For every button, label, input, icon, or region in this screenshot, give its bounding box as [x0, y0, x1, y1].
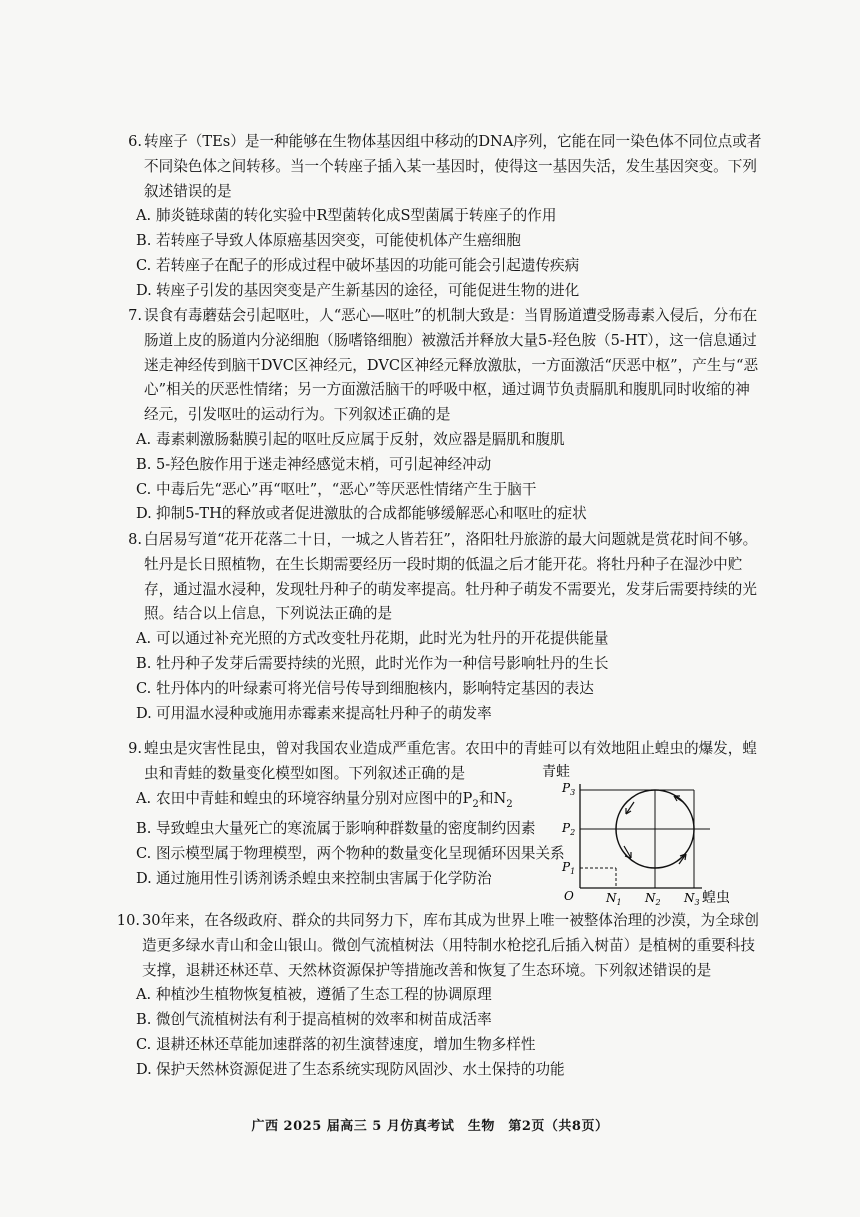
question-6 [122, 130, 762, 304]
predator-prey-cycle-diagram [536, 762, 730, 907]
tick-n2: $N_2$ [645, 891, 661, 907]
option-d: D. 保护天然林资源促进了生态系统实现防风固沙、水土保持的功能 [136, 1060, 565, 1078]
option-d: D. 抑制5-TH的释放或者促进激肽的合成都能够缓解恶心和呕吐的症状 [136, 505, 587, 523]
tick-p2: $P_2$ [562, 821, 576, 837]
option-a: A. 可以通过补充光照的方式改变牡丹花期，此时光为牡丹的开花提供能量 [136, 630, 609, 648]
x-axis-label: 蝗虫 [702, 890, 730, 906]
option-c: C. 牡丹体内的叶绿素可将光信号传导到细胞核内，影响特定基因的表达 [136, 679, 594, 697]
option-a: A. 肺炎链球菌的转化实验中R型菌转化成S型菌属于转座子的作用 [136, 207, 557, 225]
option-b: B. 牡丹种子发芽后需要持续的光照，此时光作为一种信号影响牡丹的生长 [136, 654, 609, 672]
option-d: D. 转座子引发的基因突变是产生新基因的途径，可能促进生物的进化 [136, 281, 580, 299]
question-stem: 30年来，在各级政府、群众的共同努力下，库布其成为世界上唯一被整体治理的沙漠，为全球创造更多绿水青山和金山银山。微创气流植树法（用特制水枪挖孔后插入树苗）是植树的重要科技支撑，退耕还林还草、天然林资源保护等措施改善和恢复了生态环境。下列叙述错误的是 [142, 912, 759, 979]
option-a: A. 种植沙生植物恢复植被，遵循了生态工程的协调原理 [136, 986, 492, 1004]
question-stem: 转座子（TEs）是一种能够在生物体基因组中移动的DNA序列，它能在同一染色体不同位点或者不同染色体之间转移。当一个转座子插入某一基因时，使得这一基因失活，发生基因突变。下列叙述错误的是 [144, 133, 762, 200]
option-a: A. 农田中青蛙和蝗虫的环境容纳量分别对应图中的$P_2$和$N_2$ [136, 789, 513, 810]
question-number: 10. [116, 912, 140, 929]
tick-n1: $N_1$ [606, 891, 622, 907]
question-10 [116, 909, 762, 1083]
option-a: A. 毒素刺激肠黏膜引起的呕吐反应属于反射，效应器是膈肌和腹肌 [136, 430, 565, 448]
tick-n3: $N_3$ [684, 891, 700, 907]
option-c: C. 中毒后先“恶心”再“呕吐”，“恶心”等厌恶性情绪产生于脑干 [136, 480, 537, 498]
option-b: B. 导致蝗虫大量死亡的寒流属于影响种群数量的密度制约因素 [136, 820, 536, 838]
question-number: 7. [128, 307, 142, 324]
option-d: D. 可用温水浸种或施用赤霉素来提高牡丹种子的萌发率 [136, 704, 492, 722]
option-b: B. 若转座子导致人体原癌基因突变，可能使机体产生癌细胞 [136, 232, 521, 250]
tick-p1: $P_1$ [562, 860, 576, 876]
question-stem: 蝗虫是灾害性昆虫，曾对我国农业造成严重危害。农田中的青蛙可以有效地阻止蝗虫的爆发，蝗虫和青蛙的数量变化模型如图。下列叙述正确的是 [144, 740, 757, 782]
question-number: 6. [128, 133, 142, 150]
question-8 [122, 528, 762, 726]
option-c: C. 若转座子在配子的形成过程中破坏基因的功能可能会引起遗传疾病 [136, 256, 580, 274]
question-number: 8. [128, 531, 142, 548]
option-c: C. 退耕还林还草能加速群落的初生演替速度，增加生物多样性 [136, 1035, 536, 1053]
option-c: C. 图示模型属于物理模型，两个物种的数量变化呈现循环因果关系 [136, 845, 565, 863]
tick-p3: $P_3$ [562, 781, 576, 797]
option-b: B. 微创气流植树法有利于提高植树的效率和树苗成活率 [136, 1011, 492, 1029]
option-d: D. 通过施用性引诱剂诱杀蝗虫来控制虫害属于化学防治 [136, 869, 492, 887]
question-stem: 白居易写道“花开花落二十日，一城之人皆若狂”，洛阳牡丹旅游的最大问题就是赏花时间不够。牡丹是长日照植物，在生长期需要经历一段时期的低温之后才能开花。将牡丹种子在湿沙中贮存，通过温水浸种，发现牡丹种子的萌发率提高。牡丹种子萌发不需要光，发芽后需要持续的光照。结合以上信息，下列说法正确的是 [144, 531, 758, 623]
question-7 [122, 304, 762, 527]
y-axis-label: 青蛙 [542, 764, 570, 780]
option-b: B. 5-羟色胺作用于迷走神经感觉末梢，可引起神经冲动 [136, 455, 492, 473]
question-stem: 误食有毒蘑菇会引起呕吐，人“恶心—呕吐”的机制大致是：当胃肠道遭受肠毒素入侵后，分布在肠道上皮的肠道内分泌细胞（肠嗜铬细胞）被激活并释放大量5-羟色胺（5-HT），这一信息通过迷走神经传到脑干DVC区神经元，DVC区神经元释放激肽，一方面激活“厌恶中枢”，产生与“恶心”相关的厌恶性情绪；另一方面激活脑干的呼吸中枢，通过调节负责膈肌和腹肌同时收缩的神经元，引发呕吐的运动行为。下列叙述正确的是 [144, 307, 759, 424]
page-footer: 广西 2025 届高三 5 月仿真考试 生物 第2页（共8页） [251, 1119, 609, 1134]
origin-label: O [564, 889, 574, 903]
question-number: 9. [128, 740, 142, 757]
